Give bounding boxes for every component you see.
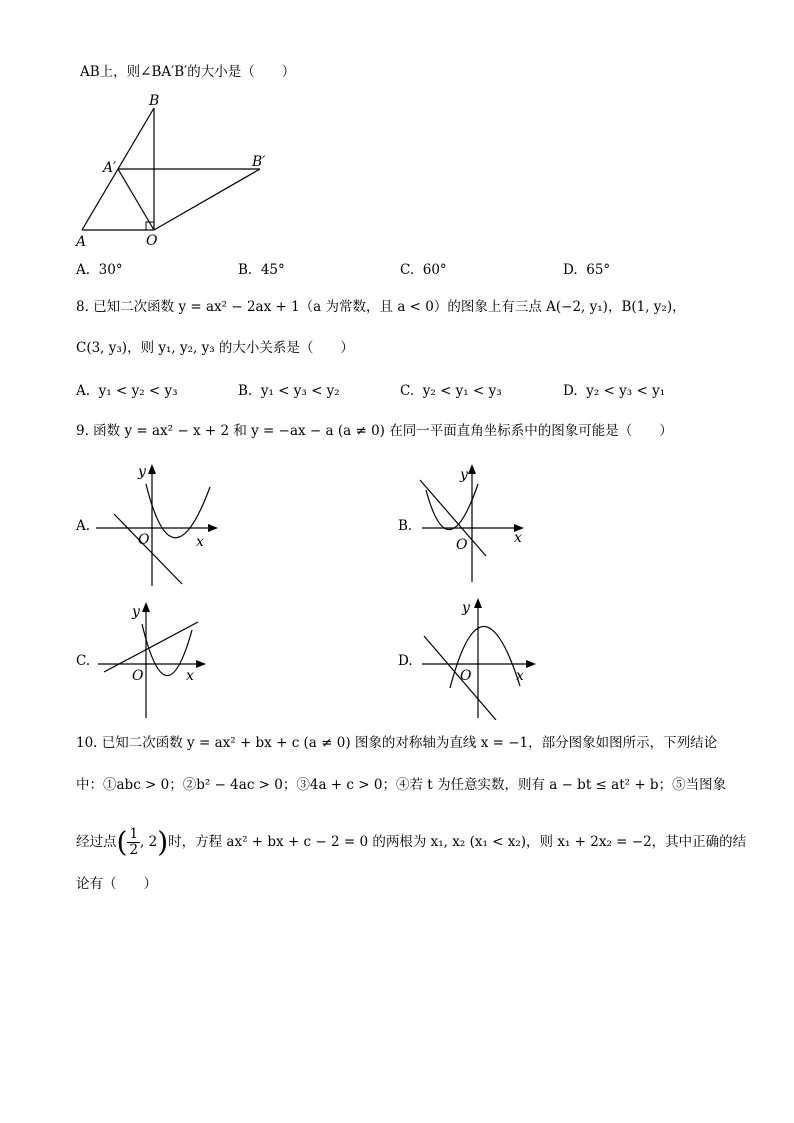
x-axis-arrow	[208, 524, 218, 532]
q10-stem-line2: 中：①abc > 0；②b² − 4ac > 0；③4a + c > 0；④若 t 为任意实数，则有 a − bt ≤ at² + b；⑤当图象	[76, 777, 727, 793]
q7-option-c[interactable]: C. 60°	[400, 262, 447, 278]
q9-option-c-letter[interactable]: C.	[76, 653, 91, 669]
q7-figure	[70, 88, 280, 248]
parabola	[142, 624, 192, 676]
point-fraction	[127, 827, 140, 858]
q7-option-d[interactable]: D. 65°	[563, 262, 611, 278]
point-open-paren: (	[116, 825, 128, 859]
q8-option-c[interactable]: C. y₂ < y₁ < y₃	[400, 383, 502, 399]
x-axis-arrow	[526, 660, 536, 668]
q7-option-b[interactable]: B. 45°	[238, 262, 285, 278]
q9-graph-d[interactable]	[416, 596, 546, 720]
y-axis-arrow	[148, 464, 156, 474]
label-o: O	[138, 532, 150, 548]
label-y: y	[132, 604, 140, 620]
q8-stem-line2: C(3, y₃)，则 y₁, y₂, y₃ 的大小关系是（ ）	[76, 340, 354, 356]
fraction-numerator: 1	[129, 826, 139, 842]
q8-option-a[interactable]: A. y₁ < y₂ < y₃	[76, 383, 178, 399]
straight-line	[420, 480, 486, 556]
label-o: O	[146, 233, 158, 248]
label-y: y	[138, 464, 146, 480]
q9-graph-a[interactable]	[94, 462, 224, 590]
parabola	[146, 484, 210, 538]
straight-line	[114, 514, 182, 584]
q10-line3-post: 时，方程 ax² + bx + c − 2 = 0 的两根为 x₁, x₂ (x₁ < x₂)，则 x₁ + 2x₂ = −2，其中正确的结	[168, 834, 747, 850]
q8-option-d[interactable]: D. y₂ < y₃ < y₁	[563, 383, 666, 399]
q9-graph-c[interactable]	[94, 600, 224, 720]
fraction-denominator: 2	[129, 842, 139, 858]
q7-stem-tail: AB上，则∠BA′B′的大小是（ ）	[80, 64, 296, 80]
point-y: , 2	[140, 834, 158, 850]
label-a-prime: A′	[103, 160, 117, 176]
y-axis-arrow	[474, 598, 482, 608]
label-b: B	[149, 93, 160, 109]
label-b-prime: B′	[252, 154, 266, 170]
q9-option-a-letter[interactable]: A.	[76, 518, 91, 534]
segment-ob1	[154, 169, 260, 230]
q8-stem-line1: 8. 已知二次函数 y = ax² − 2ax + 1（a 为常数，且 a < 0）的图象上有三点 A(−2, y₁)，B(1, y₂)，	[76, 299, 686, 315]
q9-graph-b[interactable]	[416, 462, 546, 590]
label-x: x	[196, 534, 204, 550]
label-x: x	[514, 530, 522, 546]
q10-stem-line1: 10. 已知二次函数 y = ax² + bx + c (a ≠ 0) 图象的对称轴为直线 x = −1，部分图象如图所示，下列结论	[76, 735, 718, 751]
label-a: A	[76, 234, 87, 248]
y-axis-arrow	[142, 602, 150, 612]
q8-option-b[interactable]: B. y₁ < y₃ < y₂	[238, 383, 340, 399]
q9-option-d-letter[interactable]: D.	[398, 653, 413, 669]
point-close-paren: )	[157, 825, 169, 859]
label-o: O	[456, 537, 468, 553]
label-o: O	[132, 668, 144, 684]
label-y: y	[460, 467, 468, 483]
label-y: y	[462, 600, 470, 616]
q10-stem-line3	[76, 827, 746, 858]
q7-option-a[interactable]: A. 30°	[76, 262, 123, 278]
label-x: x	[186, 668, 194, 684]
segment-a1o	[118, 169, 154, 230]
x-axis-arrow	[196, 660, 206, 668]
label-o: O	[460, 668, 472, 684]
q10-line3-pre: 经过点	[76, 834, 117, 850]
parabola	[426, 484, 478, 530]
q10-stem-line4: 论有（ ）	[76, 876, 157, 892]
label-x: x	[516, 668, 524, 684]
q9-stem: 9. 函数 y = ax² − x + 2 和 y = −ax − a (a ≠ 0) 在同一平面直角坐标系中的图象可能是（ ）	[76, 423, 673, 439]
q9-option-b-letter[interactable]: B.	[398, 518, 413, 534]
y-axis-arrow	[468, 464, 476, 474]
